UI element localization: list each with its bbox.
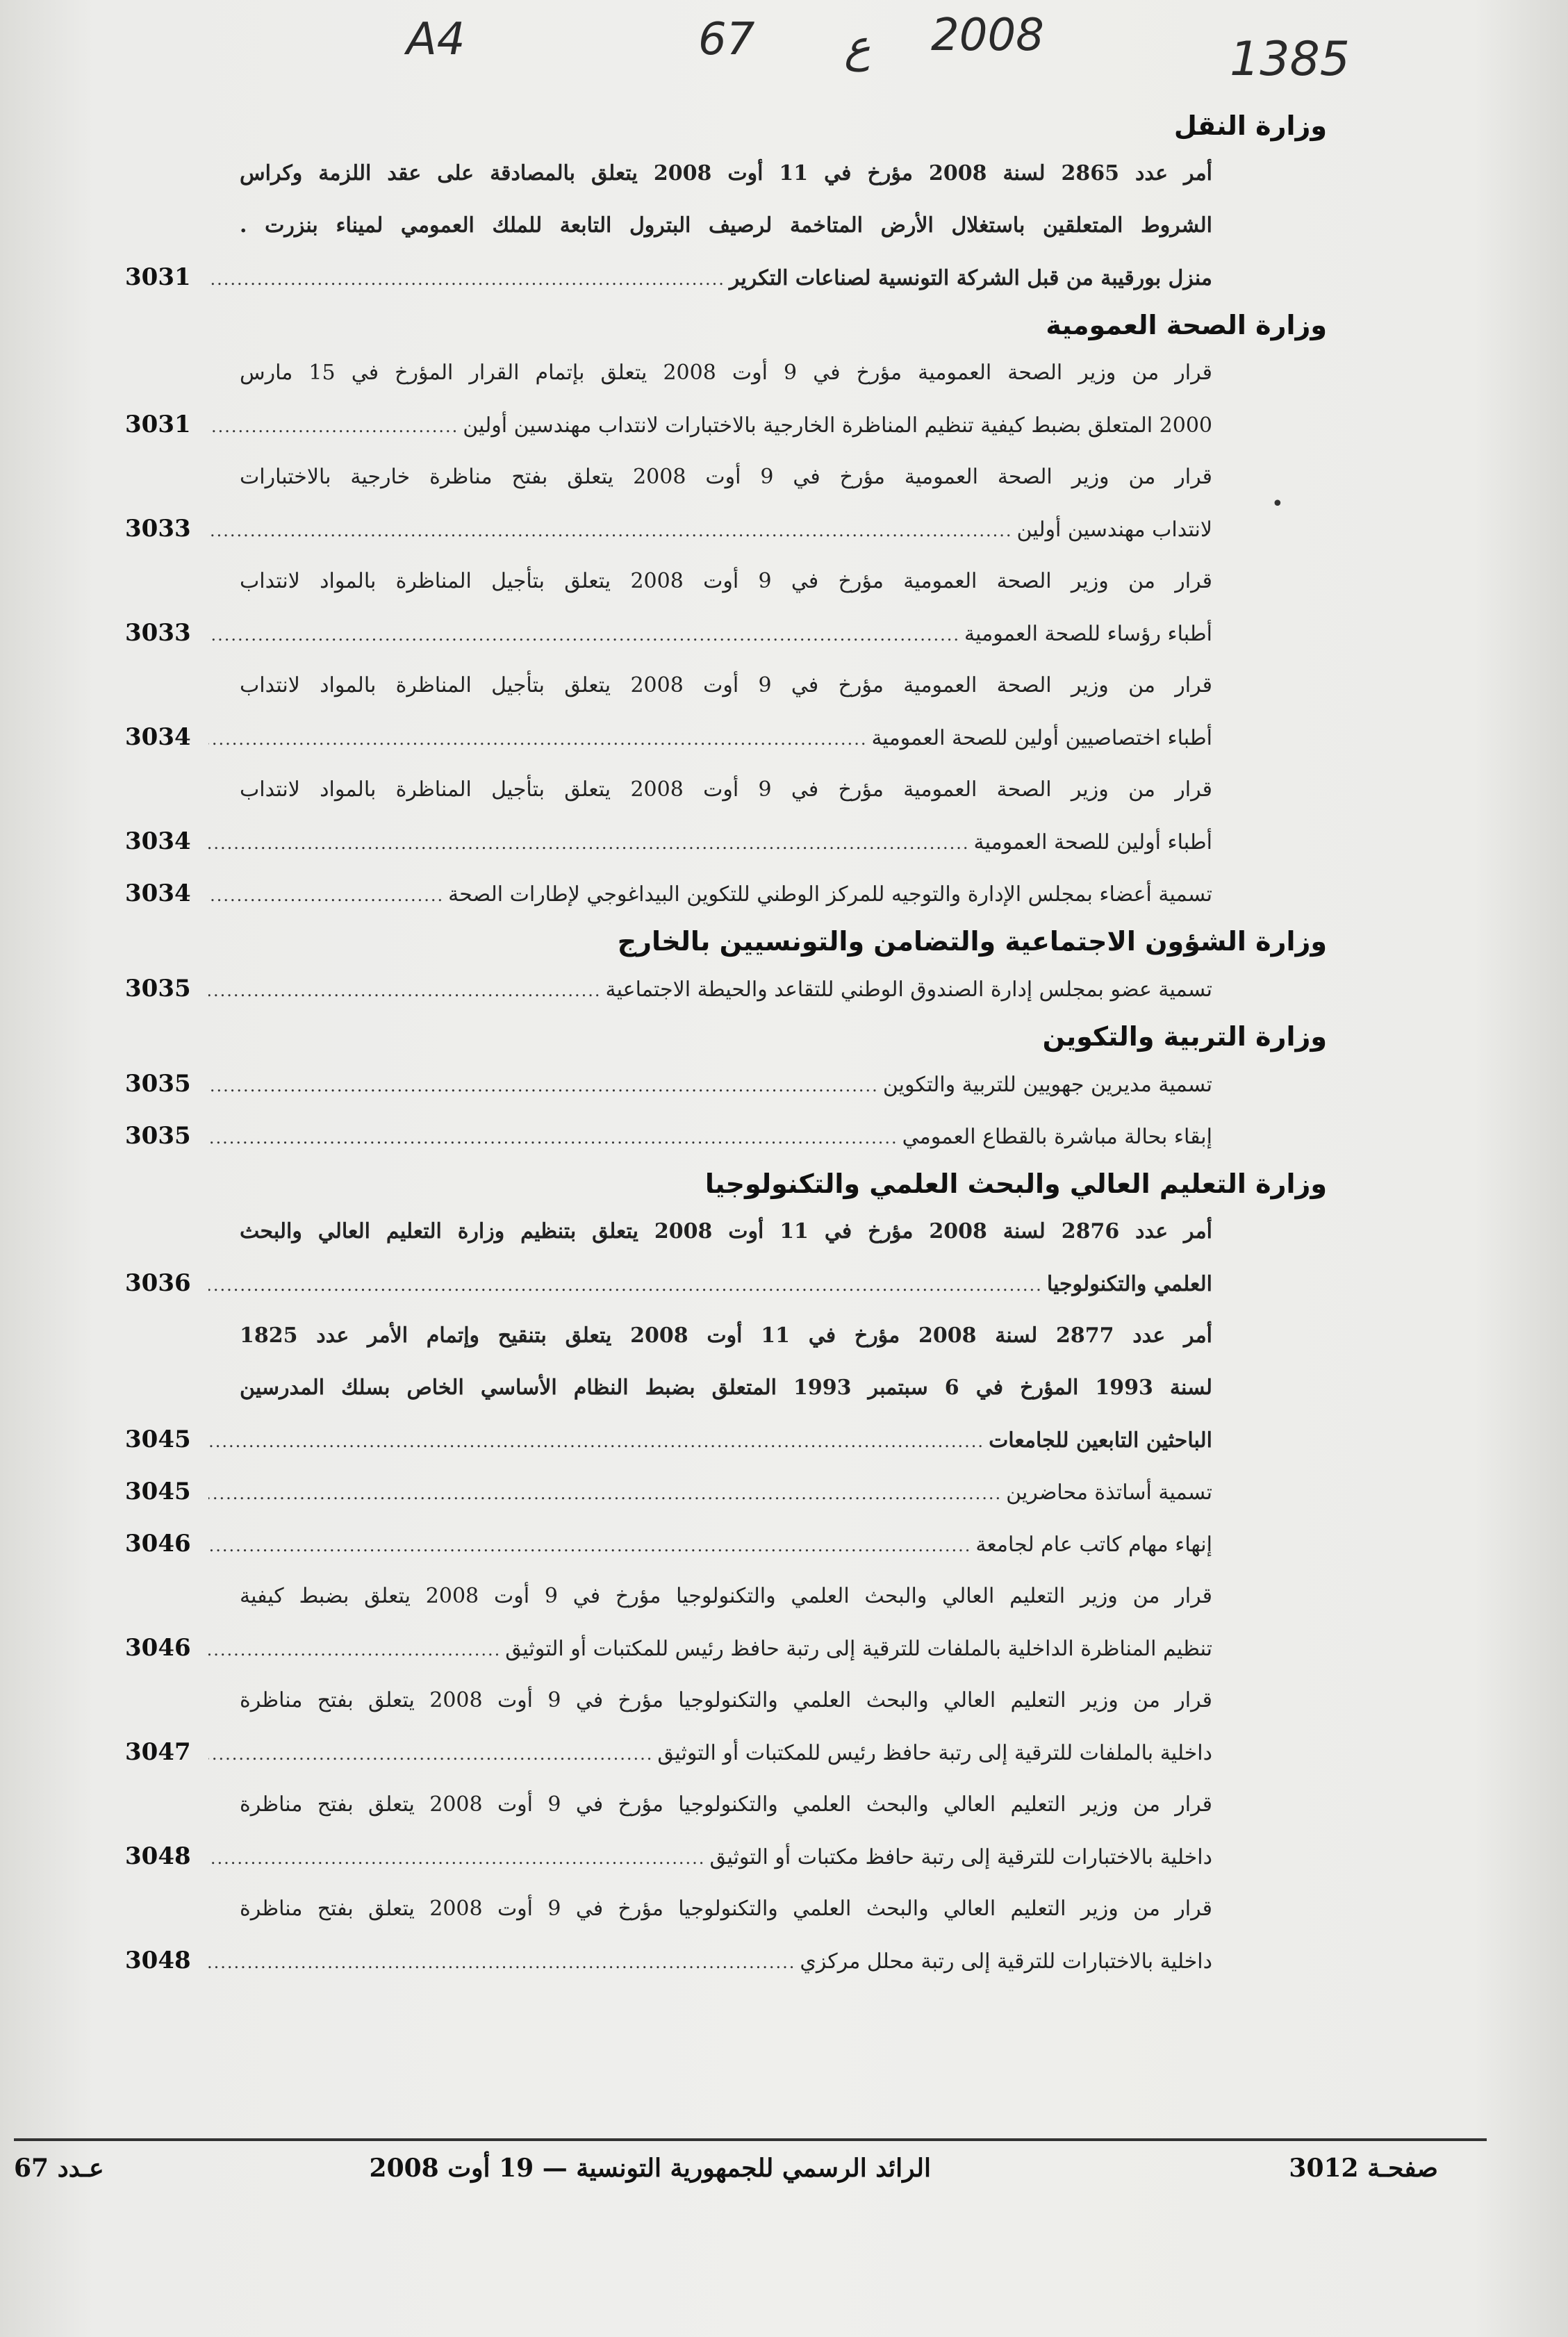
footer-journal-title: الرائد الرسمي للجمهورية التونسية — 19 أوت 2008	[369, 2154, 931, 2183]
toc-entry	[125, 1058, 1327, 1110]
entry-page-number: 3034	[125, 723, 191, 751]
entry-line	[125, 659, 1327, 711]
section-title: وزارة التعليم العالي والبحث العلمي والتكنولوجيا	[704, 1168, 1327, 1199]
entry-line	[125, 1414, 1327, 1466]
toc-entry	[125, 763, 1327, 868]
handwritten-issue: 67	[698, 14, 755, 65]
dot-leader	[208, 1624, 501, 1676]
page-footer	[14, 2147, 1487, 2195]
entry-page-number: 3035	[125, 975, 191, 1002]
section-title: وزارة الصحة العمومية	[1046, 310, 1327, 340]
dot-leader	[208, 965, 602, 1017]
entry-line	[125, 763, 1327, 816]
entry-line	[125, 1883, 1327, 1935]
entry-text: أطباء أولين للصحة العمومية	[973, 830, 1212, 854]
entry-line	[125, 1310, 1327, 1362]
dot-leader	[208, 1728, 653, 1781]
entry-text: قرار من وزير التعليم العالي والبحث العلمي والتكنولوجيا مؤرخ في 9 أوت 2008 يتعلق بضبط كيفية	[240, 1584, 1213, 1608]
entry-line	[125, 1466, 1327, 1518]
entry-text: الباحثين التابعين للجامعات	[989, 1428, 1212, 1453]
entry-page-number: 3035	[125, 1122, 191, 1150]
toc-entry	[125, 1674, 1327, 1778]
entry-text: قرار من وزير الصحة العمومية مؤرخ في 9 أوت 2008 يتعلق بإتمام القرار المؤرخ في 15 مارس	[240, 361, 1212, 385]
entry-line	[125, 1205, 1327, 1257]
entry-page-number: 3045	[125, 1478, 191, 1505]
entry-line	[125, 1518, 1327, 1570]
entry-line	[125, 816, 1327, 868]
entry-page-number: 3048	[125, 1842, 191, 1870]
entry-text: تسمية مديرين جهويين للتربية والتكوين	[882, 1073, 1212, 1097]
entry-line	[125, 147, 1327, 199]
section-title: وزارة الشؤون الاجتماعية والتضامن والتونسيين بالخارج	[617, 926, 1327, 957]
entry-line	[125, 451, 1327, 503]
entry-line	[125, 399, 1327, 451]
entry-text: قرار من وزير الصحة العمومية مؤرخ في 9 أوت 2008 يتعلق بتأجيل المناظرة بالمواد لانتداب	[240, 777, 1213, 802]
dot-leader	[208, 1112, 898, 1164]
toc-entry	[125, 1466, 1327, 1518]
entry-line	[125, 1831, 1327, 1883]
entry-page-number: 3031	[125, 411, 191, 438]
entry-text: لانتداب مهندسين أولين	[1016, 518, 1212, 542]
toc-entry	[125, 659, 1327, 763]
toc-entry	[125, 147, 1327, 304]
entry-text: إنهاء مهام كاتب عام لجامعة	[975, 1533, 1212, 1557]
entry-text: قرار من وزير التعليم العالي والبحث العلمي والتكنولوجيا مؤرخ في 9 أوت 2008 يتعلق بفتح مناظرة	[240, 1897, 1213, 1921]
entry-text: قرار من وزير الصحة العمومية مؤرخ في 9 أوت 2008 يتعلق بتأجيل المناظرة بالمواد لانتداب	[240, 569, 1213, 593]
entry-line	[125, 1570, 1327, 1622]
entry-text: قرار من وزير الصحة العمومية مؤرخ في 9 أوت 2008 يتعلق بفتح مناظرة خارجية بالاختبارات	[240, 465, 1212, 489]
entry-line	[125, 1778, 1327, 1831]
entry-line	[125, 251, 1327, 304]
handwritten-year: 2008	[931, 10, 1044, 61]
entry-line	[125, 963, 1327, 1015]
dot-leader	[208, 1468, 1002, 1520]
entry-page-number: 3035	[125, 1070, 191, 1098]
section-title: وزارة النقل	[1173, 110, 1327, 141]
entry-text: تنظيم المناظرة الداخلية بالملفات للترقية إلى رتبة حافظ رئيس للمكتبات أو التوثيق	[505, 1637, 1212, 1661]
entry-text: داخلية بالملفات للترقية إلى رتبة حافظ رئيس للمكتبات أو التوثيق	[657, 1741, 1212, 1765]
dot-leader	[208, 870, 444, 922]
toc-entry	[125, 1205, 1327, 1310]
entry-text: الشروط المتعلقين باستغلال الأرض المتاخمة لرصيف البترول التابعة للملك العمومي لميناء بنزرت .	[240, 213, 1212, 238]
toc-entry	[125, 1778, 1327, 1883]
dot-leader	[208, 401, 459, 453]
dot-leader	[208, 505, 1013, 557]
entry-page-number: 3047	[125, 1738, 191, 1766]
entry-text: أطباء اختصاصيين أولين للصحة العمومية	[871, 726, 1212, 750]
entry-text: قرار من وزير التعليم العالي والبحث العلمي والتكنولوجيا مؤرخ في 9 أوت 2008 يتعلق بفتح مناظرة	[240, 1688, 1213, 1712]
entry-text: تسمية أعضاء بمجلس الإدارة والتوجيه للمركز الوطني للتكوين البيداغوجي لإطارات الصحة	[448, 882, 1212, 907]
entry-text: تسمية عضو بمجلس إدارة الصندوق الوطني للتقاعد والحيطة الاجتماعية	[605, 977, 1212, 1002]
entry-line	[125, 503, 1327, 555]
handwritten-format: A4	[406, 14, 465, 65]
entry-line	[125, 711, 1327, 763]
toc-entry	[125, 1883, 1327, 1987]
section-title: وزارة التربية والتكوين	[1042, 1021, 1327, 1052]
entry-line	[125, 1674, 1327, 1726]
handwritten-reference: 1385	[1230, 32, 1351, 87]
dot-leader	[208, 1260, 1043, 1312]
entry-text: أمر عدد 2865 لسنة 2008 مؤرخ في 11 أوت 2008 يتعلق بالمصادقة على عقد اللزمة وكراس	[240, 161, 1212, 185]
entry-line	[125, 607, 1327, 659]
entry-text: قرار من وزير الصحة العمومية مؤرخ في 9 أوت 2008 يتعلق بتأجيل المناظرة بالمواد لانتداب	[240, 673, 1213, 697]
entry-page-number: 3036	[125, 1269, 191, 1297]
table-of-contents	[125, 104, 1327, 2049]
dot-leader	[208, 1060, 879, 1112]
toc-entry	[125, 1570, 1327, 1674]
toc-entry	[125, 1518, 1327, 1570]
footer-divider	[14, 2138, 1487, 2141]
entry-line	[125, 1935, 1327, 1987]
dot-leader	[208, 1937, 795, 1989]
entry-page-number: 3033	[125, 515, 191, 543]
dot-leader	[208, 1416, 984, 1468]
entry-line	[125, 199, 1327, 251]
dot-leader	[208, 254, 725, 306]
entry-line	[125, 1110, 1327, 1162]
entry-page-number: 3046	[125, 1530, 191, 1558]
toc-entry	[125, 555, 1327, 659]
handwritten-letter: ع	[844, 21, 871, 72]
dot-leader	[208, 818, 969, 870]
toc-entry	[125, 963, 1327, 1015]
toc-entry	[125, 1310, 1327, 1466]
toc-entry	[125, 451, 1327, 555]
entry-text: أمر عدد 2877 لسنة 2008 مؤرخ في 11 أوت 2008 يتعلق بتنقيح وإتمام الأمر عدد 1825	[240, 1323, 1213, 1348]
dot-leader	[208, 713, 867, 766]
dot-leader	[208, 1833, 705, 1885]
entry-line	[125, 1362, 1327, 1414]
entry-text: أمر عدد 2876 لسنة 2008 مؤرخ في 11 أوت 2008 يتعلق بتنظيم وزارة التعليم العالي والبحث	[240, 1219, 1212, 1244]
entry-text: منزل بورقيبة من قبل الشركة التونسية لصناعات التكرير	[729, 266, 1212, 290]
entry-page-number: 3031	[125, 263, 191, 291]
entry-line	[125, 555, 1327, 607]
entry-text: داخلية بالاختبارات للترقية إلى رتبة محلل مركزي	[800, 1949, 1212, 1974]
entry-text: تسمية أساتذة محاضرين	[1006, 1480, 1212, 1505]
entry-text: لسنة 1993 المؤرخ في 6 سبتمبر 1993 المتعلق بضبط النظام الأساسي الخاص بسلك المدرسين	[240, 1376, 1212, 1400]
toc-entry	[125, 347, 1327, 451]
entry-text: قرار من وزير التعليم العالي والبحث العلمي والتكنولوجيا مؤرخ في 9 أوت 2008 يتعلق بفتح مناظرة	[240, 1792, 1213, 1817]
entry-page-number: 3048	[125, 1947, 191, 1974]
entry-line	[125, 1622, 1327, 1674]
entry-line	[125, 1257, 1327, 1310]
footer-page-number: صفحـة 3012	[1289, 2154, 1438, 2183]
entry-page-number: 3034	[125, 827, 191, 855]
entry-page-number: 3033	[125, 619, 191, 647]
margin-dot: •	[1271, 492, 1284, 516]
entry-line	[125, 1726, 1327, 1778]
dot-leader	[208, 1520, 971, 1572]
footer-issue-number: عـدد 67	[14, 2154, 104, 2183]
entry-line	[125, 1058, 1327, 1110]
entry-text: داخلية بالاختبارات للترقية إلى رتبة حافظ مكتبات أو التوثيق	[709, 1845, 1212, 1869]
toc-entry	[125, 1110, 1327, 1162]
entry-text: أطباء رؤساء للصحة العمومية	[964, 622, 1212, 646]
entry-page-number: 3045	[125, 1426, 191, 1453]
entry-line	[125, 868, 1327, 920]
entry-line	[125, 347, 1327, 399]
entry-text: العلمي والتكنولوجيا	[1046, 1272, 1212, 1296]
entry-page-number: 3046	[125, 1634, 191, 1662]
dot-leader	[208, 609, 960, 661]
entry-text: إبقاء بحالة مباشرة بالقطاع العمومي	[902, 1125, 1212, 1149]
entry-page-number: 3034	[125, 880, 191, 907]
toc-entry	[125, 868, 1327, 920]
entry-text: 2000 المتعلق بضبط كيفية تنظيم المناظرة الخارجية بالاختبارات لانتداب مهندسين أولين	[463, 413, 1212, 438]
